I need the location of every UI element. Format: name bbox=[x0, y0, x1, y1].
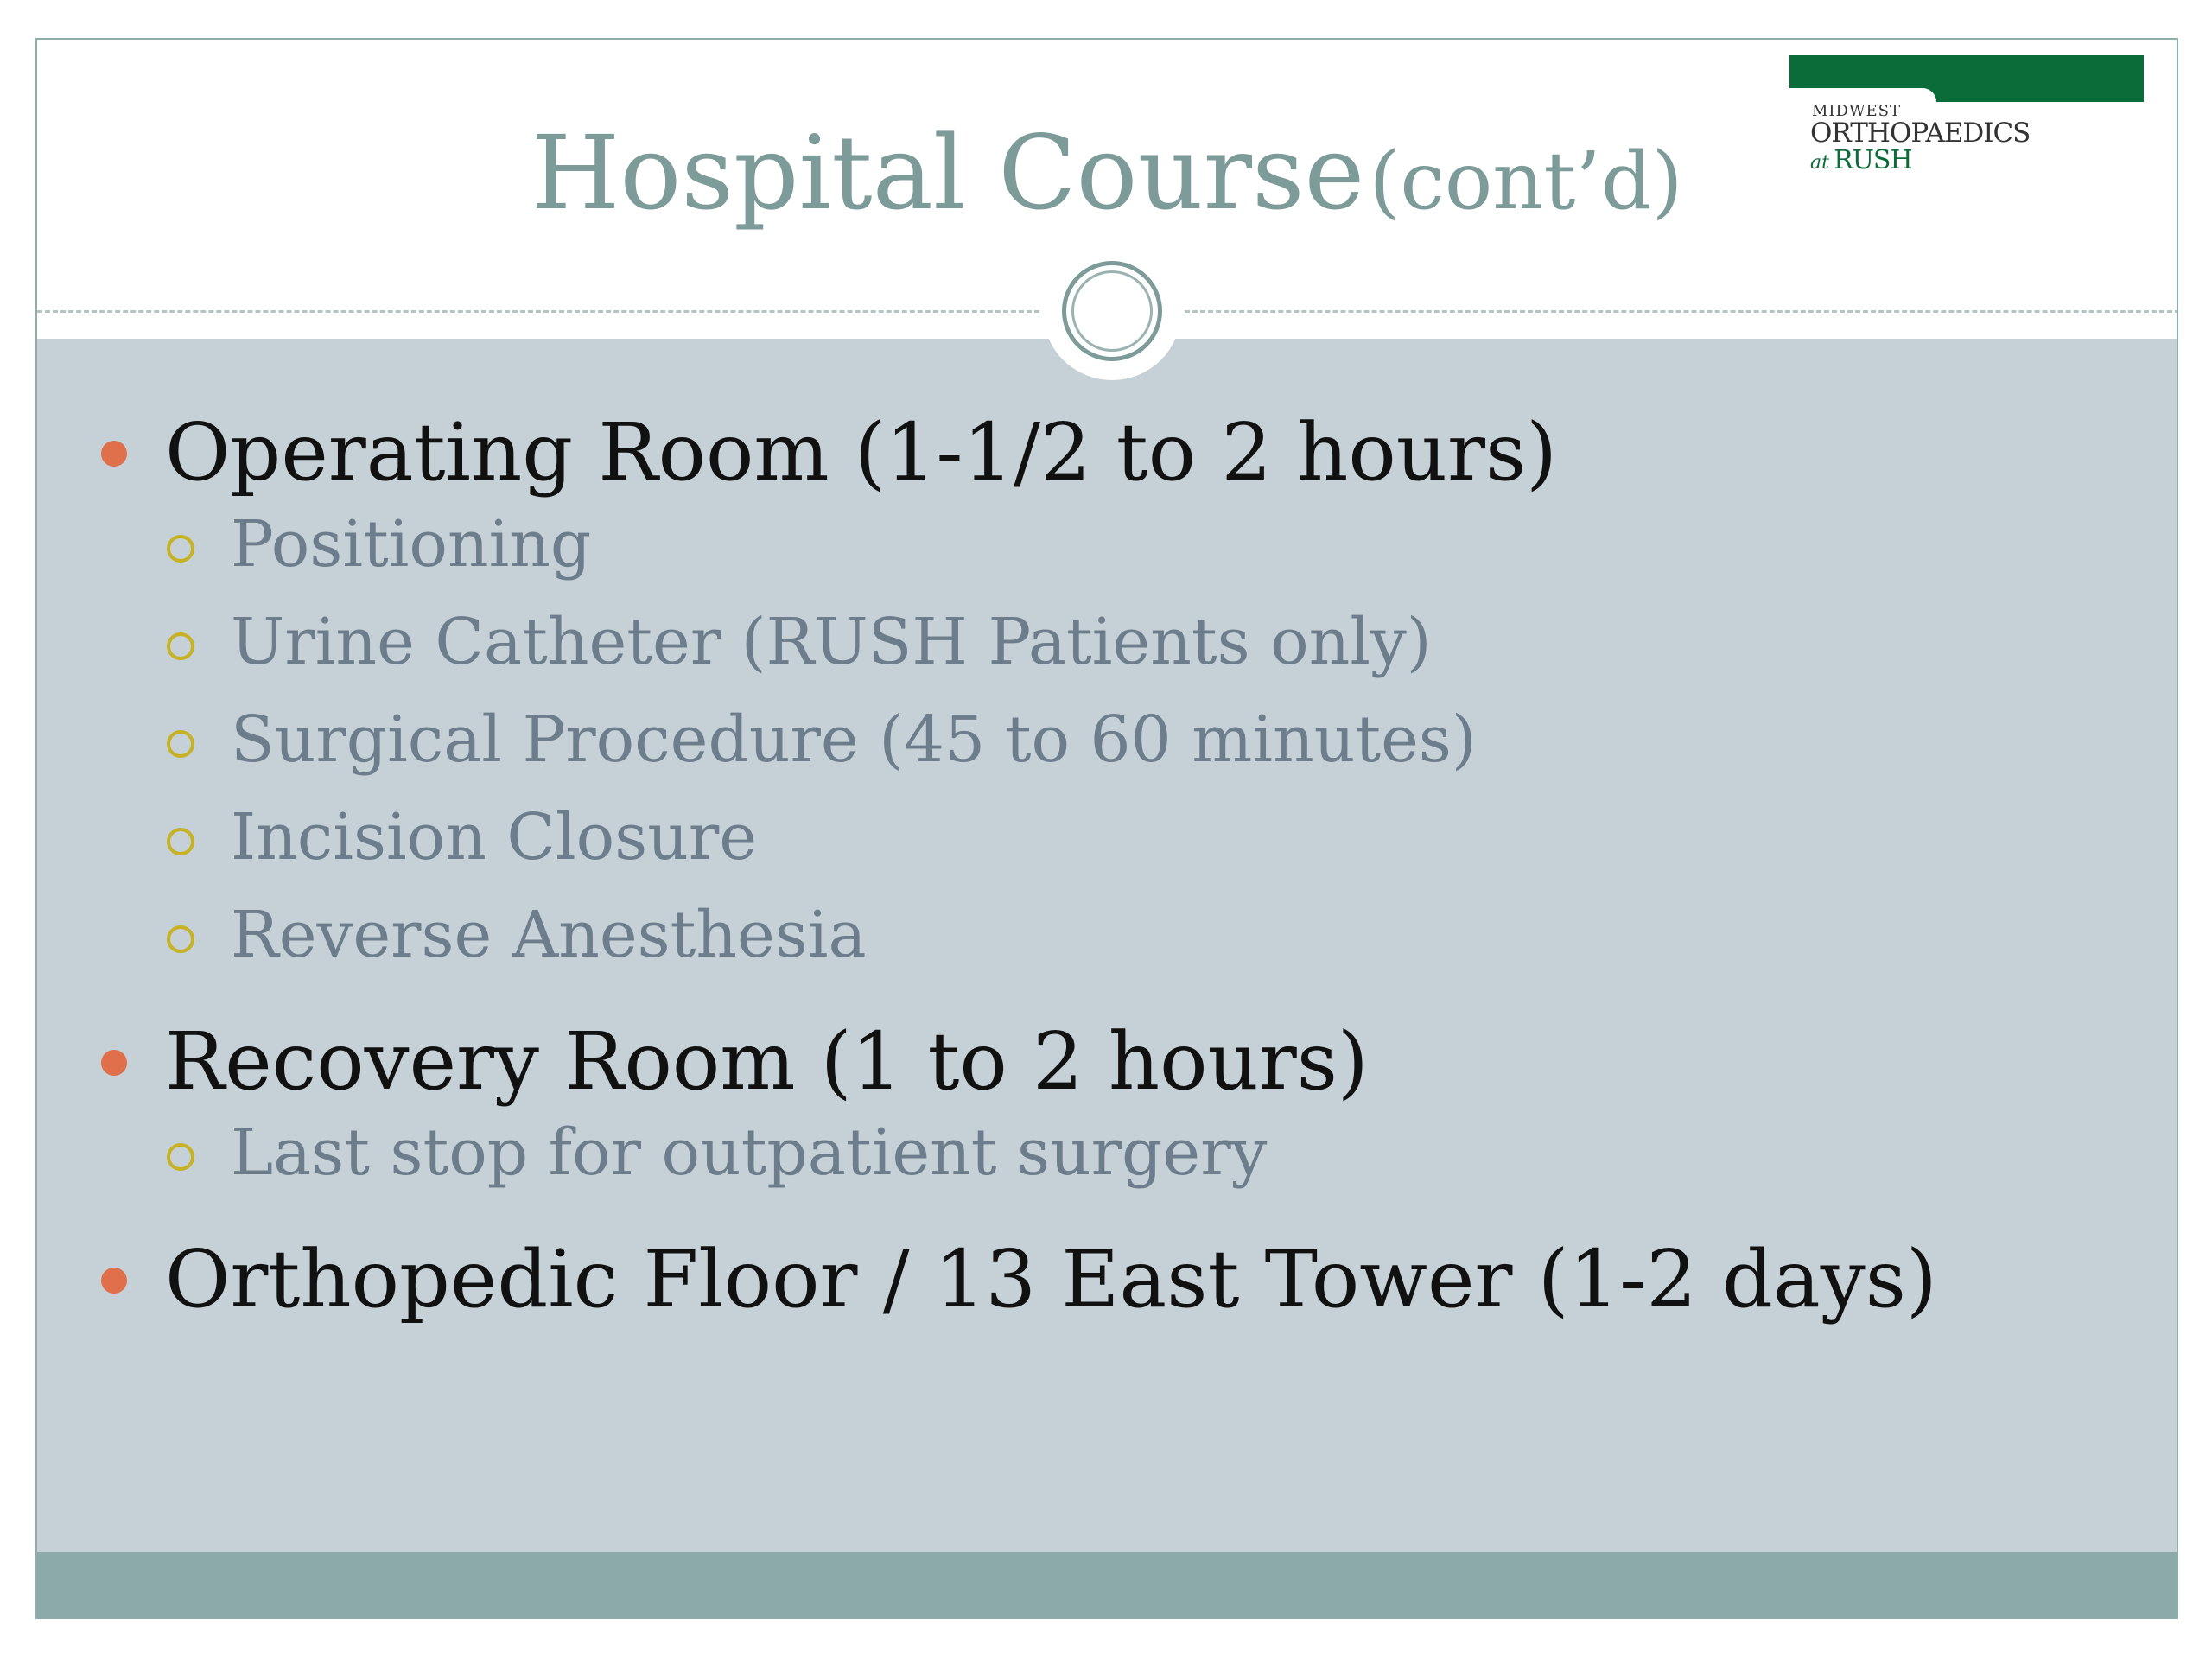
divider-circle-ornament-icon bbox=[1043, 242, 1181, 380]
header-divider-right bbox=[1185, 310, 2178, 313]
sub-bullet-surgical-procedure: Surgical Procedure (45 to 60 minutes) bbox=[231, 702, 1477, 777]
sub-bullet-positioning: Positioning bbox=[231, 507, 592, 582]
slide-title-main: Hospital Course bbox=[531, 113, 1365, 232]
header-divider-left bbox=[37, 310, 1039, 313]
bullet-dot-icon bbox=[101, 1050, 127, 1076]
bullet-dot-icon bbox=[101, 1268, 127, 1294]
logo-rush: RUSH bbox=[1834, 145, 1912, 175]
logo-line-midwest: MIDWEST bbox=[1812, 102, 1901, 120]
slide-footer-bar bbox=[37, 1552, 2177, 1619]
logo-line-rush bbox=[1810, 145, 1912, 175]
sub-bullet-ring-icon bbox=[167, 828, 194, 855]
bullet-recovery-room: Recovery Room (1 to 2 hours) bbox=[165, 1015, 1369, 1108]
sub-bullet-ring-icon bbox=[167, 535, 194, 563]
sub-bullet-urine-catheter: Urine Catheter (RUSH Patients only) bbox=[231, 605, 1432, 679]
logo-at: at bbox=[1810, 152, 1829, 174]
bullet-orthopedic-floor: Orthopedic Floor / 13 East Tower (1-2 days) bbox=[165, 1233, 1937, 1325]
sub-bullet-last-stop: Last stop for outpatient surgery bbox=[231, 1116, 1268, 1190]
sub-bullet-ring-icon bbox=[167, 1143, 194, 1171]
logo-line-orthopaedics: ORTHOPAEDICS bbox=[1810, 118, 2031, 149]
slide bbox=[35, 38, 2178, 1619]
bullet-dot-icon bbox=[101, 441, 127, 467]
sub-bullet-ring-icon bbox=[167, 730, 194, 758]
bullet-operating-room: Operating Room (1-1/2 to 2 hours) bbox=[165, 406, 1558, 499]
sub-bullet-reverse-anesthesia: Reverse Anesthesia bbox=[231, 898, 867, 972]
sub-bullet-incision-closure: Incision Closure bbox=[231, 800, 758, 874]
sub-bullet-ring-icon bbox=[167, 925, 194, 953]
midwest-orthopaedics-logo bbox=[1789, 55, 2144, 202]
slide-title-suffix: (cont’d) bbox=[1369, 135, 1683, 227]
sub-bullet-ring-icon bbox=[167, 632, 194, 660]
